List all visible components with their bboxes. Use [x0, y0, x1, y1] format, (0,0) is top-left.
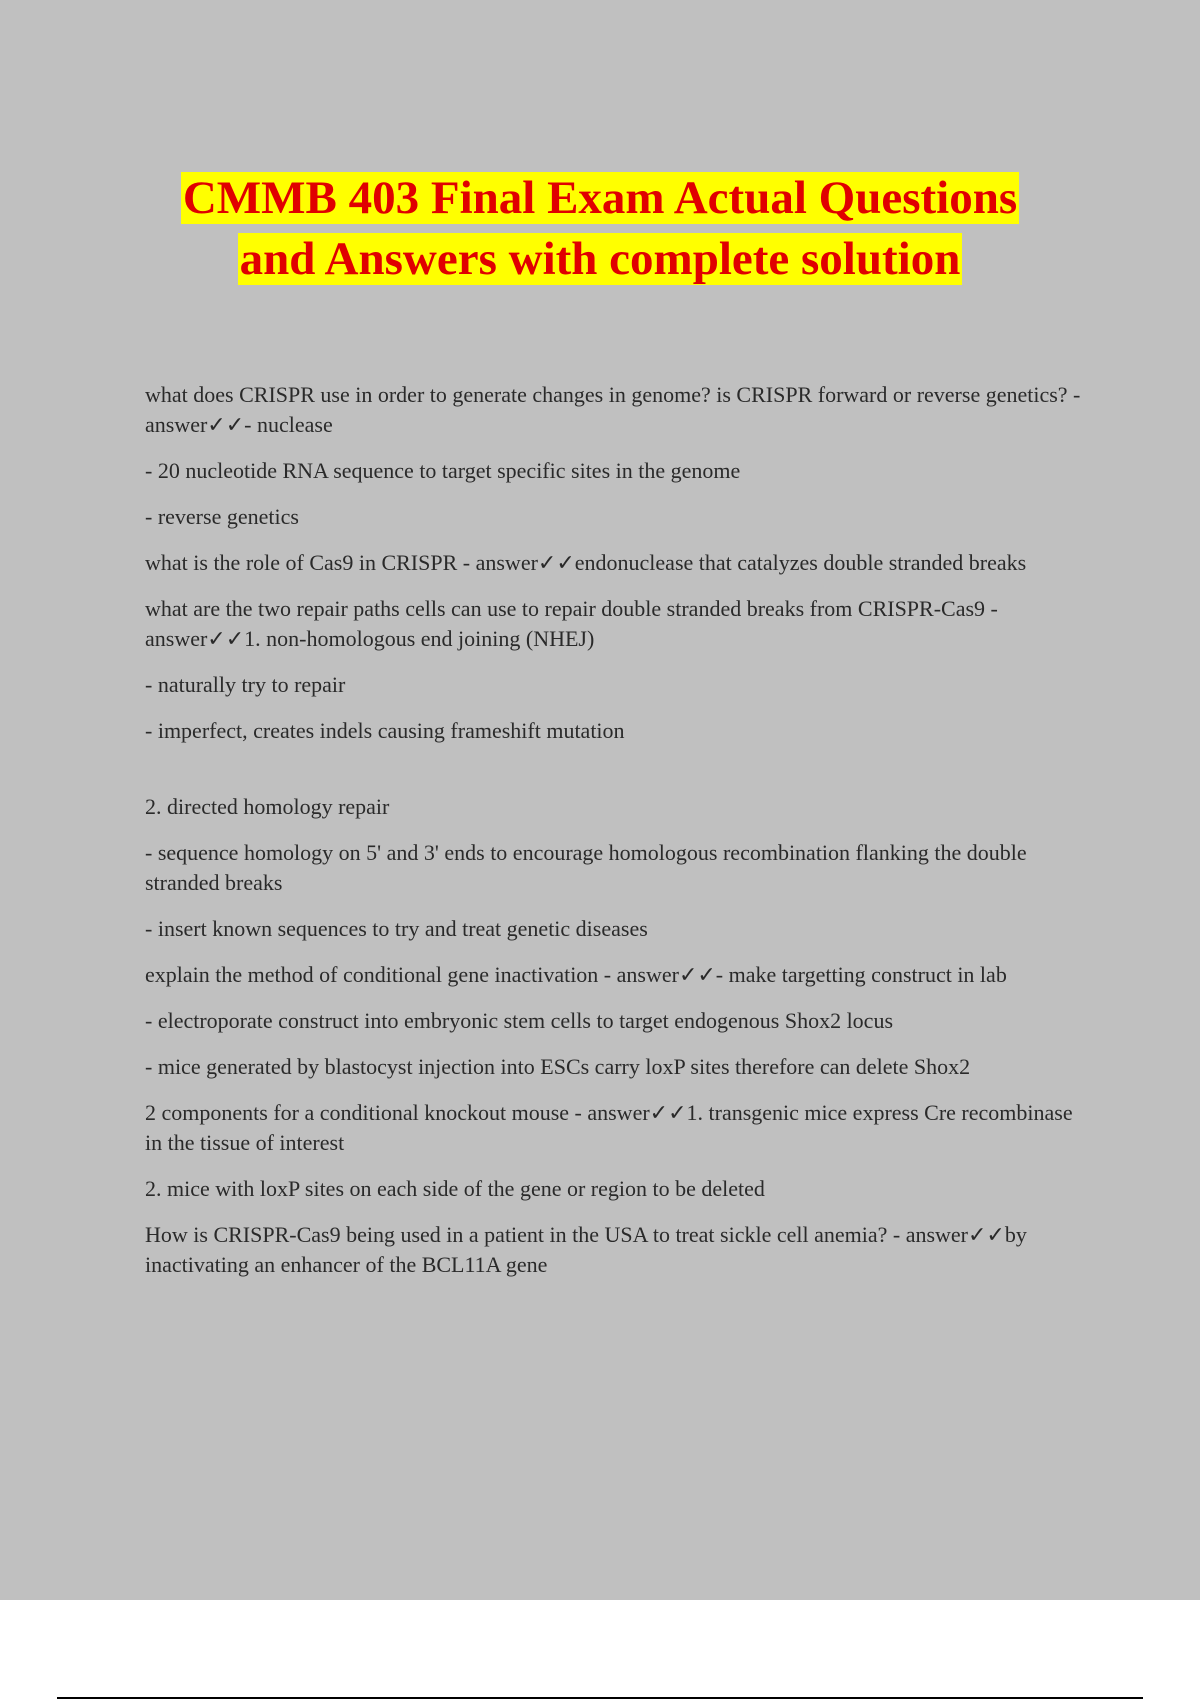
title-line-1: CMMB 403 Final Exam Actual Questions [182, 172, 1018, 224]
answer-line: - mice generated by blastocyst injection into ESCs carry loxP sites therefore can delete Shox2 [145, 1054, 971, 1079]
answer-line: - sequence homology on 5' and 3' ends to encourage homologous recombination flanking the double stranded breaks [145, 840, 1027, 895]
answer-line: - 20 nucleotide RNA sequence to target specific sites in the genome [145, 458, 741, 483]
question-conditional-knockout: 2 components for a conditional knockout mouse - answer✓✓1. transgenic mice express Cre recombinase in the tissue of interest [145, 1100, 1073, 1155]
question-repair-paths: what are the two repair paths cells can use to repair double stranded breaks from CRISPR-Cas9 - answer✓✓1. non-homologous end joining (NHEJ) [145, 596, 998, 651]
question-sickle-cell: How is CRISPR-Cas9 being used in a patient in the USA to treat sickle cell anemia? - answer✓✓by inactivating an enhancer of the BCL11A gene [145, 1222, 1027, 1277]
answer-line: - imperfect, creates indels causing frameshift mutation [145, 718, 625, 743]
answer-line: - reverse genetics [145, 504, 299, 529]
question-conditional-inactivation: explain the method of conditional gene inactivation - answer✓✓- make targetting construct in lab [145, 962, 1007, 987]
answer-line: - electroporate construct into embryonic stem cells to target endogenous Shox2 locus [145, 1008, 894, 1033]
title-line-2: and Answers with complete solution [239, 233, 961, 285]
answer-line: - insert known sequences to try and treat genetic diseases [145, 916, 648, 941]
answer-line: 2. mice with loxP sites on each side of the gene or region to be deleted [145, 1176, 765, 1201]
document-content [145, 380, 1090, 1296]
footer-divider [57, 1697, 1143, 1699]
question-cas9-role: what is the role of Cas9 in CRISPR - answer✓✓endonuclease that catalyzes double stranded breaks [145, 550, 1027, 575]
document-title [0, 168, 1200, 290]
answer-line: - naturally try to repair [145, 672, 346, 697]
question-crispr-genome: what does CRISPR use in order to generate changes in genome? is CRISPR forward or reverse genetics? - answer✓✓- nuclease [145, 382, 1081, 437]
answer-line: 2. directed homology repair [145, 794, 390, 819]
